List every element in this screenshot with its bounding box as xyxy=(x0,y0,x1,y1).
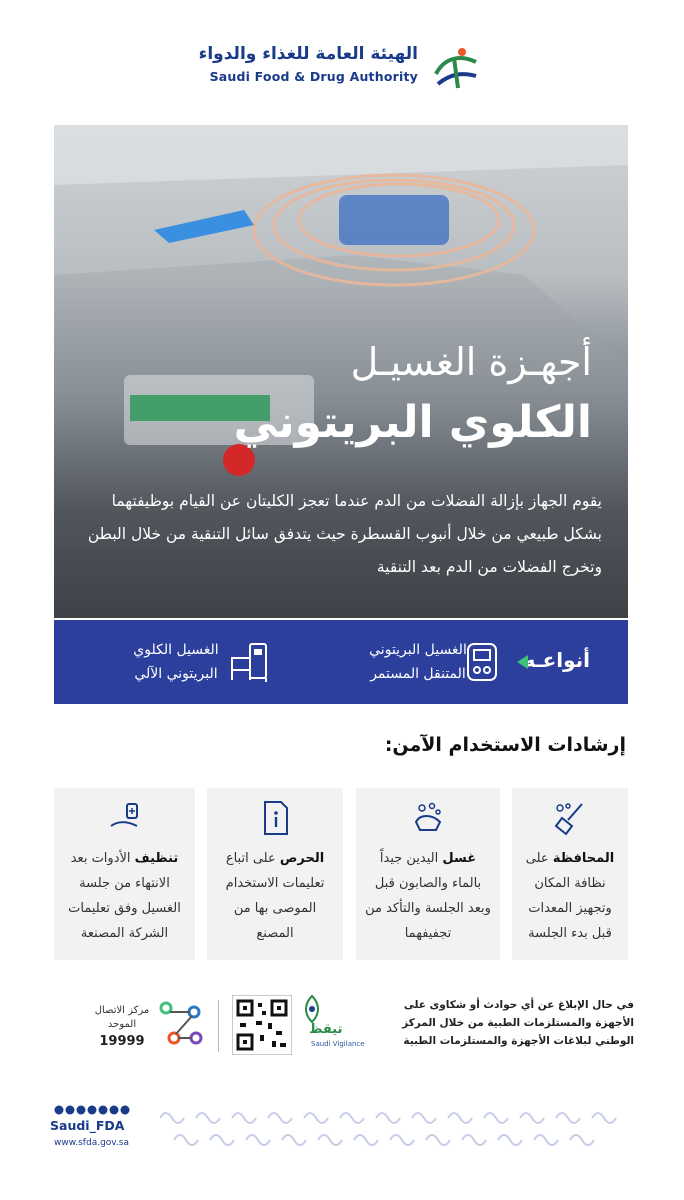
type-item-continuous xyxy=(358,638,478,686)
sanitize-hand-icon xyxy=(107,800,143,836)
vigilance-name-ar: تيقظ xyxy=(309,1022,343,1037)
type-item-line2: البريتوني الآلي xyxy=(134,666,218,682)
qr-code[interactable] xyxy=(232,995,292,1055)
automated-machine-icon xyxy=(230,640,270,684)
contact-center-label: مركز الاتصال الموحد xyxy=(94,1005,150,1030)
guidelines-title: إرشادات الاستخدام الآمن: xyxy=(384,734,626,756)
types-label: أنواعـه xyxy=(523,648,590,672)
info-document-icon xyxy=(257,800,293,836)
guideline-card-hand-wash xyxy=(356,788,500,960)
type-item-line2: المتنقل المستمر xyxy=(370,666,466,682)
hero-description: يقوم الجهاز بإزالة الفضلات من الدم عندما تعجز الكليتان عن القيام بوظيفتهما بشكل طبيعي من خلال أنبوب القسطرة حيث يتدفق سائل التنقية من خلال البطن وتخرج الفضلات من الدم بعد التنقية xyxy=(87,492,602,576)
unified-call-center-logo-icon xyxy=(156,998,204,1050)
org-name-en: Saudi Food & Drug Authority xyxy=(209,69,418,84)
hero-title-line2: الكلوي البريتوني xyxy=(233,397,592,448)
guideline-card-clean-tools xyxy=(54,788,195,960)
social-handle[interactable]: Saudi_FDA xyxy=(50,1118,125,1133)
report-notice: في حال الإبلاغ عن أي حوادث أو شكاوى على الأجهزة والمستلزمات الطبية من خلال المركز الوطني لبلاغات الأجهزة والمستلزمات الطبية xyxy=(402,999,634,1047)
guideline-text: تنظيف الأدوات بعد الانتهاء من جلسة الغسيل وفق تعليمات الشركة المصنعة xyxy=(68,851,181,941)
vigilance-logo-icon xyxy=(302,994,322,1024)
type-item-automated xyxy=(116,638,236,686)
cleaning-broom-icon xyxy=(552,800,588,836)
arrow-left-icon xyxy=(517,655,528,669)
guideline-card-clean-place xyxy=(512,788,628,960)
contact-center-number[interactable]: 19999 xyxy=(99,1034,145,1049)
social-icons xyxy=(54,1105,136,1115)
guideline-text: الحرص على اتباع تعليمات الاستخدام الموصى بها من المصنع xyxy=(225,851,325,941)
hero-banner xyxy=(54,125,628,618)
guideline-text: غسل اليدين جيداً بالماء والصابون قبل وبعد الجلسة والتأكد من تجفيفهما xyxy=(365,851,491,941)
sfda-logo-icon xyxy=(432,44,480,90)
type-item-line1: الغسيل الكلوي xyxy=(133,642,219,658)
types-band xyxy=(54,620,628,704)
vigilance-name-en: Saudi Vigilance xyxy=(311,1040,365,1048)
hand-wash-icon xyxy=(410,800,446,836)
footer-divider xyxy=(218,1000,219,1052)
website-link[interactable]: www.sfda.gov.sa xyxy=(54,1138,129,1148)
org-name-ar: الهيئة العامة للغذاء والدواء xyxy=(198,44,418,64)
guideline-text: المحافظة على نظافة المكان وتجهيز المعدات قبل بدء الجلسة xyxy=(525,851,615,941)
type-item-line1: الغسيل البريتوني xyxy=(369,642,467,658)
guideline-card-follow-instructions xyxy=(207,788,343,960)
decorative-pattern xyxy=(160,1106,630,1152)
hero-title-line1: أجهـزة الغسيـل xyxy=(350,340,592,384)
